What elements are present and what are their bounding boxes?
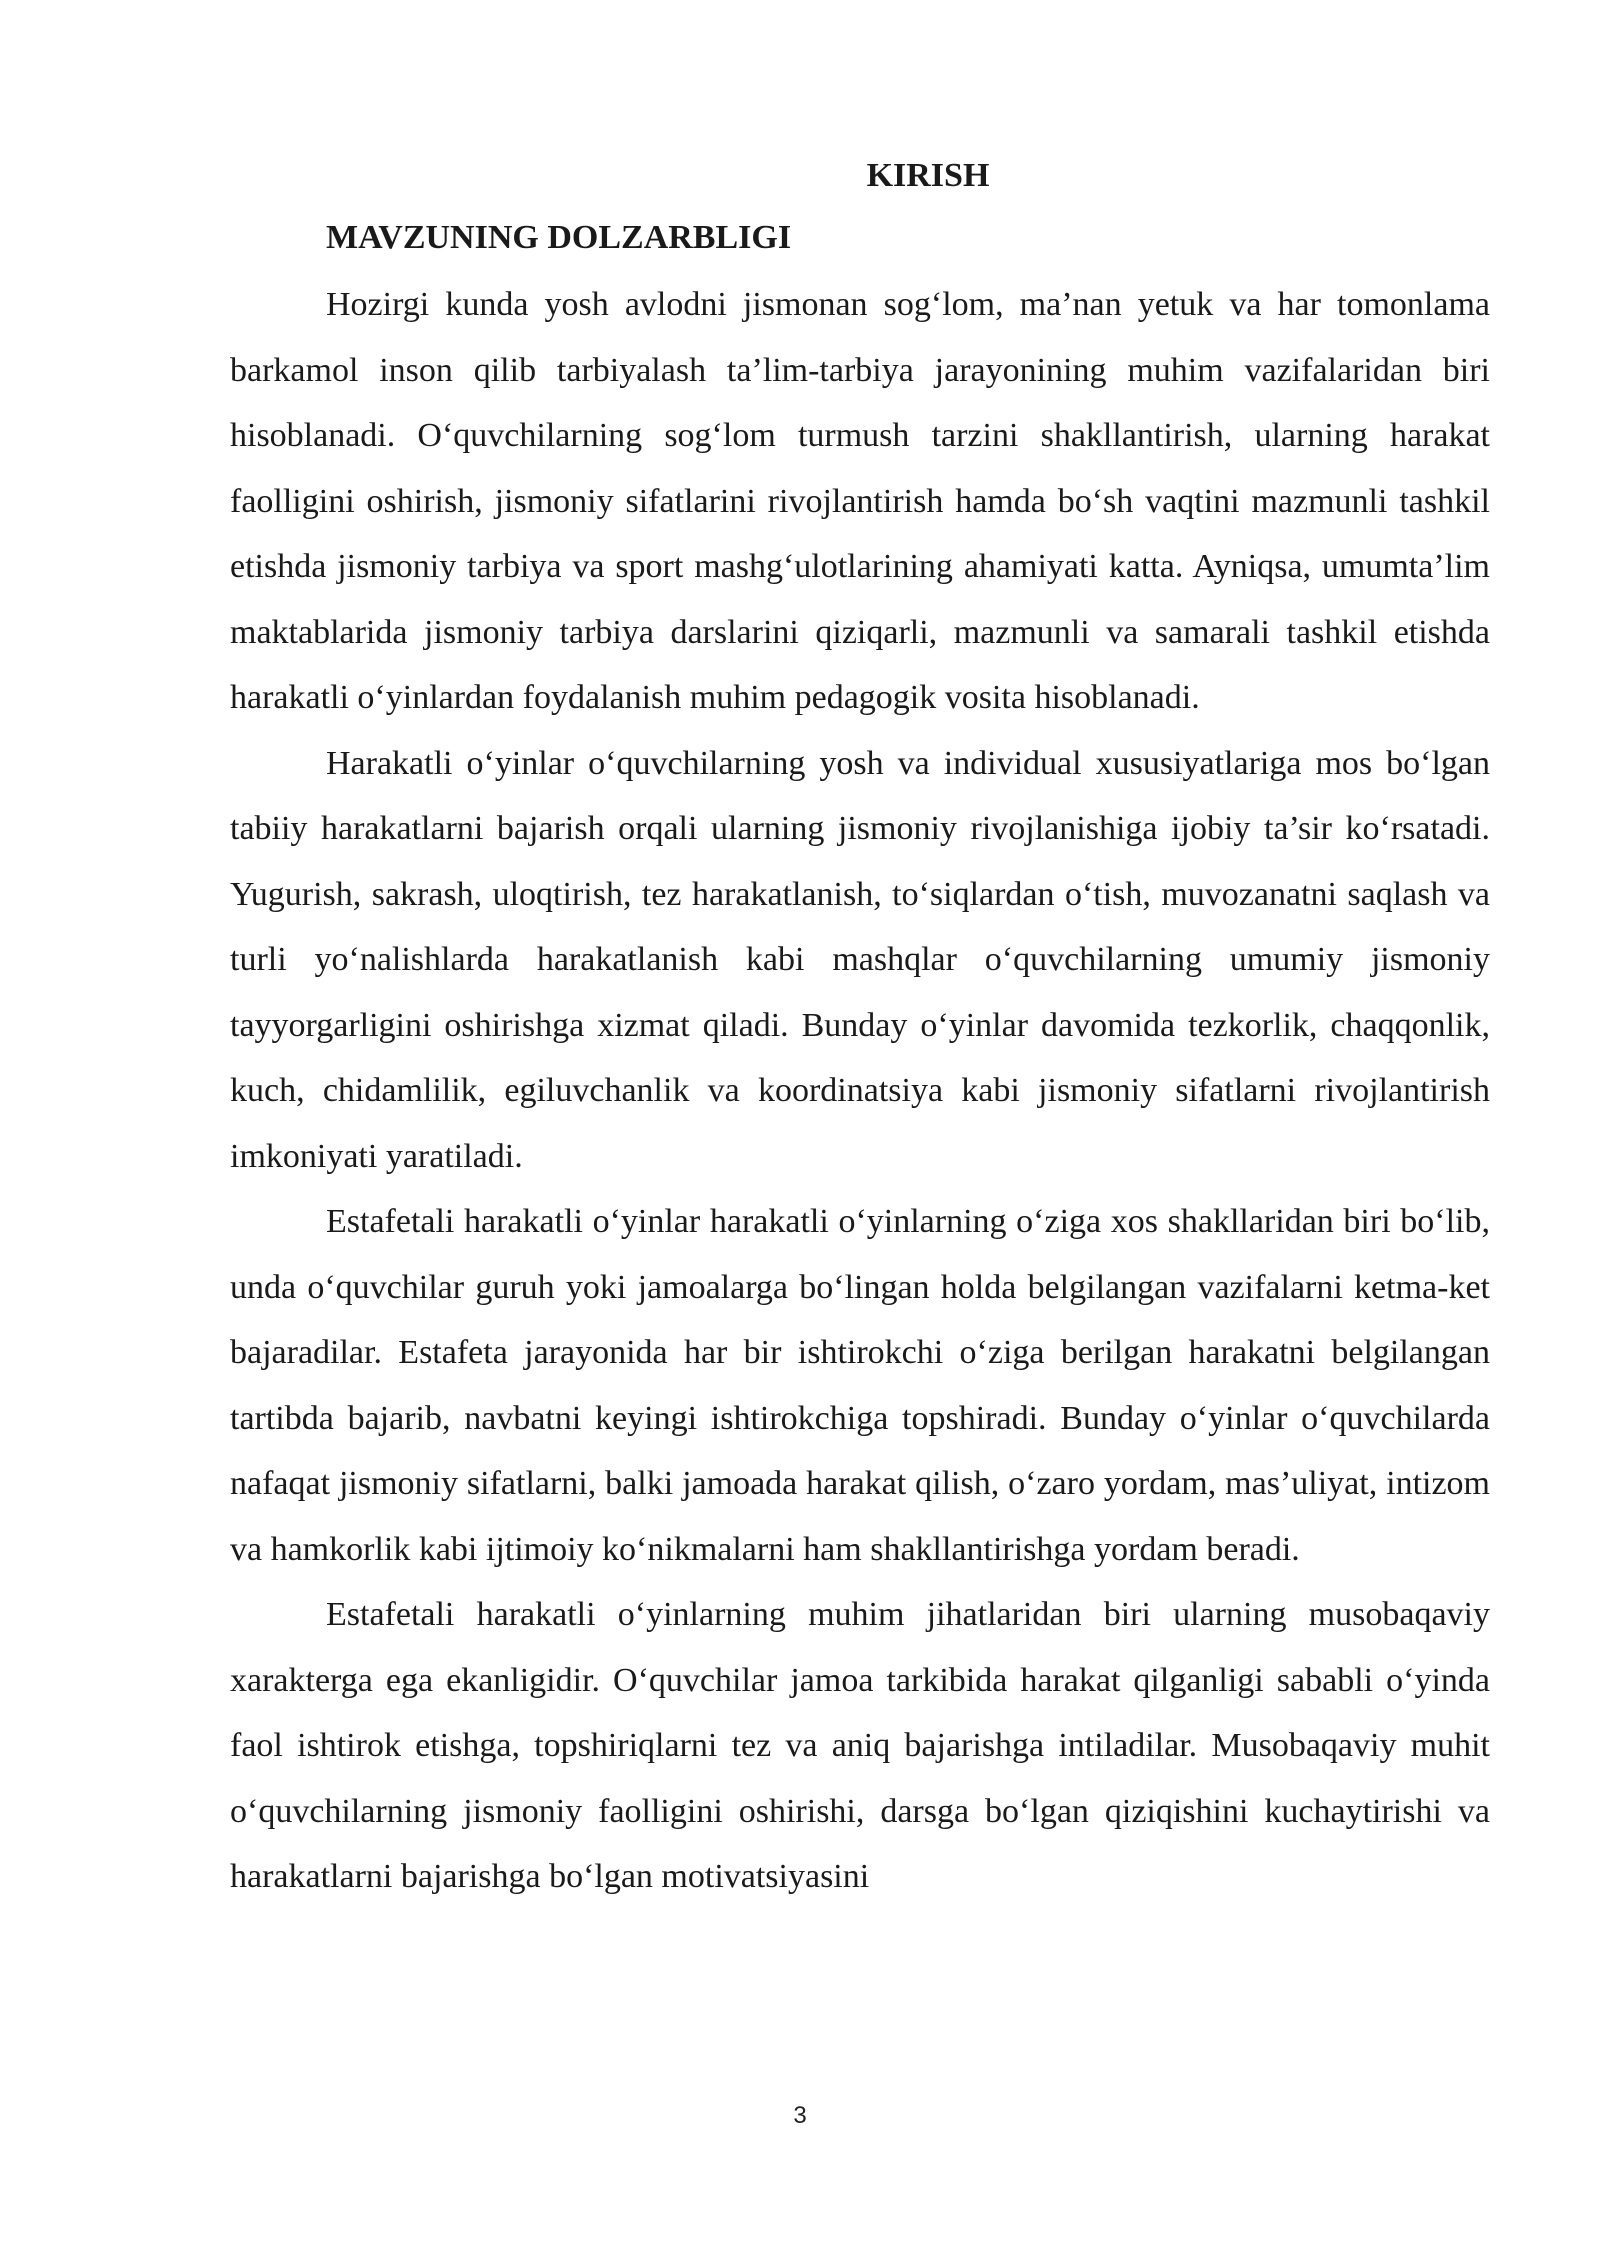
page-content (230, 148, 1490, 1910)
paragraph-1: Hozirgi kunda yosh avlodni jismonan sog‘lom, ma’nan yetuk va har tomonlama barkamol inson qilib tarbiyalash ta’lim-tarbiya jarayonining muhim vazifalaridan biri hisoblanadi. O‘quvchilarning sog‘lom turmush tarzini shakllantirish, ularning harakat faolligini oshirish, jismoniy sifatlarini rivojlantirish hamda bo‘sh vaqtini mazmunli tashkil etishda jismoniy tarbiya va sport mashg‘ulotlarining ahamiyati katta. Ayniqsa, umumta’lim maktablarida jismoniy tarbiya darslarini qiziqarli, mazmunli va samarali tashkil etishda harakatli o‘yinlardan foydalanish muhim pedagogik vosita hisoblanadi. (230, 286, 1490, 716)
page-title: KIRISH (866, 157, 990, 194)
page-number: 3 (793, 2102, 807, 2129)
paragraph-2: Harakatli o‘yinlar o‘quvchilarning yosh va individual xususiyatlariga mos bo‘lgan tabiiy harakatlarni bajarish orqali ularning jismoniy rivojlanishiga ijobiy ta’sir ko‘rsatadi. Yugurish, sakrash, uloqtirish, tez harakatlanish, to‘siqlardan o‘tish, muvozanatni saqlash va turli yo‘nalishlarda harakatlanish kabi mashqlar o‘quvchilarning umumiy jismoniy tayyorgarligini oshirishga xizmat qiladi. Bunday o‘yinlar davomida tezkorlik, chaqqonlik, kuch, chidamlilik, egiluvchanlik va koordinatsiya kabi jismoniy sifatlarni rivojlantirish imkoniyati yaratiladi. (230, 744, 1490, 1175)
section-heading: MAVZUNING DOLZARBLIGI (326, 219, 792, 256)
paragraph-4: Estafetali harakatli o‘yinlarning muhim jihatlaridan biri ularning musobaqaviy xarakterga ega ekanligidir. O‘quvchilar jamoa tarkibida harakat qilganligi sababli o‘yinda faol ishtirok etishga, topshiriqlarni tez va aniq bajarishga intiladilar. Musobaqaviy muhit o‘quvchilarning jismoniy faolligini oshirishi, darsga bo‘lgan qiziqishini kuchaytirishi va harakatlarni bajarishga bo‘lgan motivatsiyasini (230, 1596, 1490, 1895)
paragraph-3: Estafetali harakatli o‘yinlar harakatli o‘yinlarning o‘ziga xos shakllaridan biri bo‘lib, unda o‘quvchilar guruh yoki jamoalarga bo‘lingan holda belgilangan vazifalarni ketma-ket bajaradilar. Estafeta jarayonida har bir ishtirokchi o‘ziga berilgan harakatni belgilangan tartibda bajarib, navbatni keyingi ishtirokchiga topshiradi. Bunday o‘yinlar o‘quvchilarda nafaqat jismoniy sifatlarni, balki jamoada harakat qilish, o‘zaro yordam, mas’uliyat, intizom va hamkorlik kabi ijtimoiy ko‘nikmalarni ham shakllantirishga yordam beradi. (230, 1203, 1490, 1568)
